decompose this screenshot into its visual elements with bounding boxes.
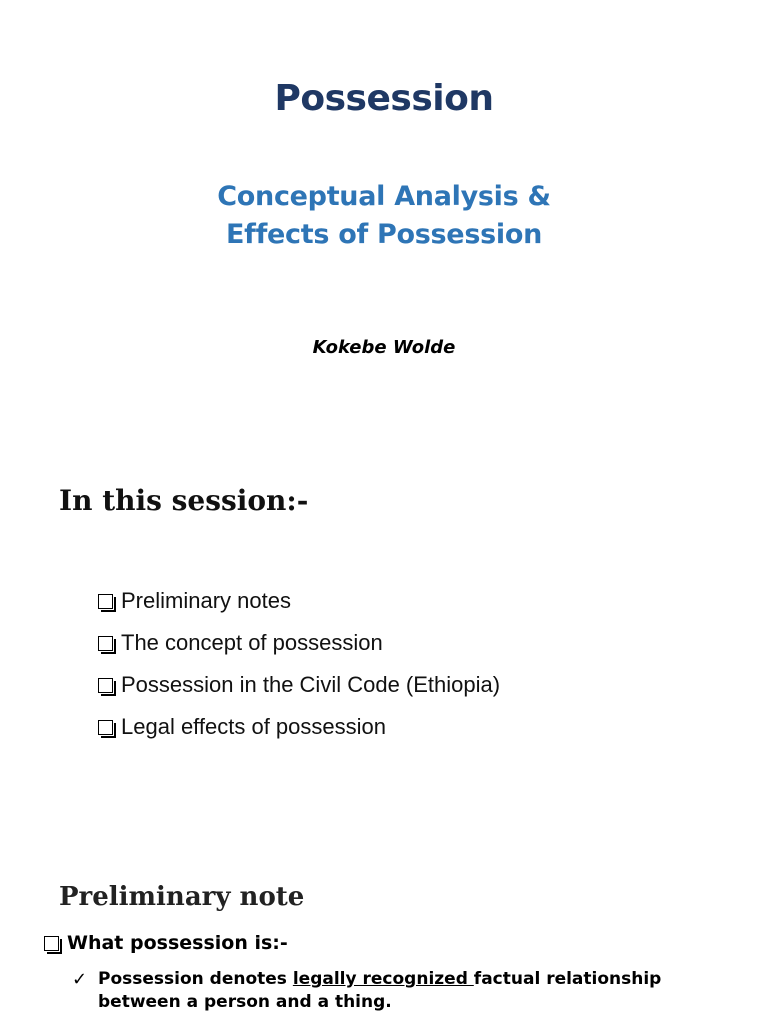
definition-bullet xyxy=(44,932,288,954)
subtitle-line-2: Effects of Possession xyxy=(226,219,542,250)
agenda-item-label: Legal effects of possession xyxy=(121,714,386,739)
agenda-item xyxy=(98,706,500,748)
presentation-title: Possession xyxy=(274,78,494,119)
agenda-item-label: Preliminary notes xyxy=(121,588,291,613)
checkbox-bullet-icon xyxy=(98,594,113,609)
preliminary-note-slide xyxy=(0,840,768,1024)
presentation-subtitle xyxy=(0,178,768,254)
definition-text-prefix: Possession denotes xyxy=(98,969,293,989)
title-slide xyxy=(0,0,768,440)
checkbox-bullet-icon xyxy=(98,720,113,735)
agenda-item xyxy=(98,664,500,706)
agenda-item xyxy=(98,580,500,622)
agenda-item xyxy=(98,622,500,664)
preliminary-note-heading: Preliminary note xyxy=(59,882,305,912)
definition-text-suffix: factual relationship between a person and a thing. xyxy=(98,969,662,1012)
checkbox-bullet-icon xyxy=(98,636,113,651)
agenda-item-label: The concept of possession xyxy=(121,630,383,655)
agenda-item-label: Possession in the Civil Code (Ethiopia) xyxy=(121,672,501,697)
agenda-slide xyxy=(0,440,768,840)
checkbox-bullet-icon xyxy=(44,936,59,951)
definition-bullet-label: What possession is:- xyxy=(67,932,288,954)
definition-point xyxy=(72,968,732,1014)
agenda-heading: In this session:- xyxy=(59,484,309,517)
definition-text xyxy=(98,968,732,1014)
agenda-list xyxy=(98,580,500,748)
author-name: Kokebe Wolde xyxy=(312,337,456,358)
checkmark-icon: ✓ xyxy=(72,969,88,990)
subtitle-line-1: Conceptual Analysis & xyxy=(217,181,551,212)
checkbox-bullet-icon xyxy=(98,678,113,693)
definition-text-underlined: legally recognized xyxy=(292,969,474,989)
